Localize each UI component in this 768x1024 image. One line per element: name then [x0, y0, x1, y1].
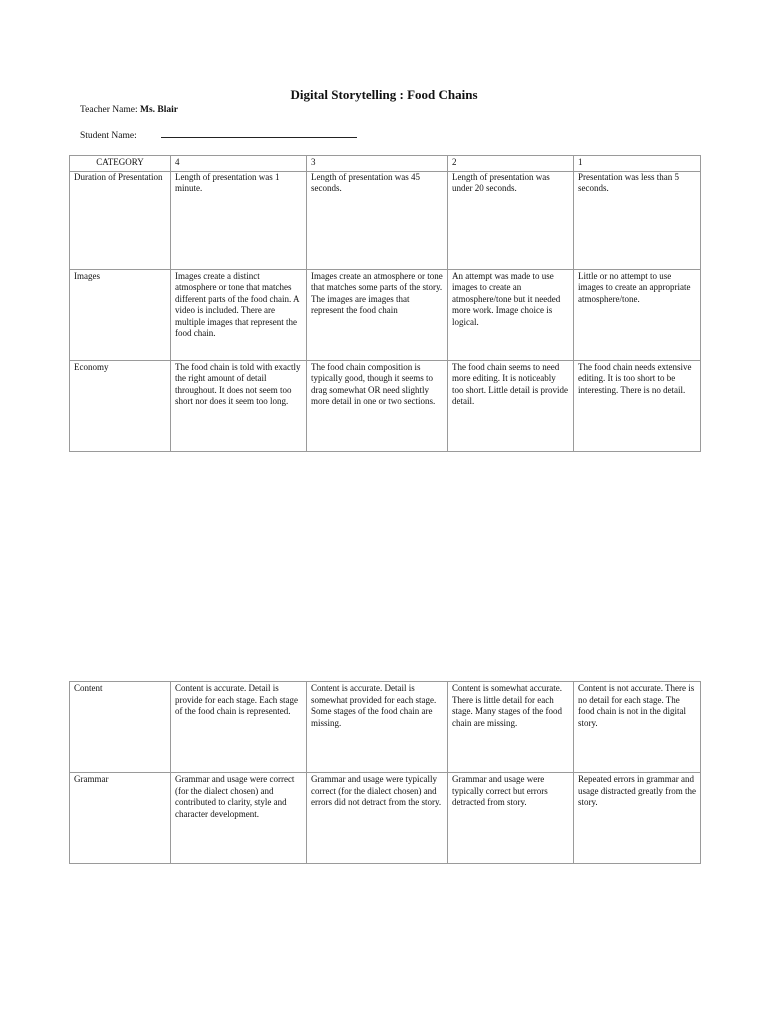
teacher-name-line: [80, 105, 178, 115]
rubric-cell: Content is accurate. Detail is somewhat provided for each stage. Some stages of the food chain are missing.: [307, 682, 448, 773]
rubric-cell: Grammar and usage were typically correct (for the dialect chosen) and errors did not detract from the story.: [307, 773, 448, 864]
header-level-2: 2: [448, 156, 574, 172]
student-name-blank: [161, 129, 357, 138]
rubric-cell: The food chain is told with exactly the right amount of detail throughout. It does not seem too short nor does it seem too long.: [171, 360, 307, 451]
rubric-cell: The food chain composition is typically good, though it seems to drag somewhat OR need slightly more detail in one or two sections.: [307, 360, 448, 451]
rubric-cell: Little or no attempt to use images to create an appropriate atmosphere/tone.: [574, 269, 701, 360]
rubric-cell: Images create an atmosphere or tone that matches some parts of the story. The images are images that represent the food chain: [307, 269, 448, 360]
header-category: CATEGORY: [70, 156, 171, 172]
rubric-cell: Content is somewhat accurate. There is little detail for each stage. Many stages of the food chain are missing.: [448, 682, 574, 773]
rubric-cell: Length of presentation was 45 seconds.: [307, 171, 448, 269]
rubric-row-images: [70, 269, 701, 360]
teacher-name-value: Ms. Blair: [140, 105, 178, 115]
header-level-3: 3: [307, 156, 448, 172]
rubric-row-economy: [70, 360, 701, 451]
rubric-cell: Images create a distinct atmosphere or tone that matches different parts of the food chain. A video is included. There are multiple images that represent the food chain.: [171, 269, 307, 360]
student-name-label: Student Name:: [80, 131, 137, 141]
page-title: Digital Storytelling : Food Chains: [290, 87, 478, 102]
rubric-row-grammar: [70, 773, 701, 864]
student-name-line: [80, 129, 357, 141]
rubric-cell: Grammar and usage were typically correct but errors detracted from story.: [448, 773, 574, 864]
rubric-cell: Presentation was less than 5 seconds.: [574, 171, 701, 269]
header-level-4: 4: [171, 156, 307, 172]
rubric-row-content: [70, 682, 701, 773]
row-category: Grammar: [70, 773, 171, 864]
rubric-row-duration: [70, 171, 701, 269]
rubric-cell: Content is not accurate. There is no detail for each stage. The food chain is not in the digital story.: [574, 682, 701, 773]
teacher-name-label: Teacher Name:: [80, 105, 138, 115]
rubric-cell: The food chain needs extensive editing. It is too short to be interesting. There is no detail.: [574, 360, 701, 451]
row-category: Duration of Presentation: [70, 171, 171, 269]
rubric-cell: Length of presentation was 1 minute.: [171, 171, 307, 269]
rubric-cell: An attempt was made to use images to create an atmosphere/tone but it needed more work. Image choice is logical.: [448, 269, 574, 360]
rubric-cell: Length of presentation was under 20 seconds.: [448, 171, 574, 269]
header-level-1: 1: [574, 156, 701, 172]
row-category: Content: [70, 682, 171, 773]
row-category: Images: [70, 269, 171, 360]
rubric-cell: Grammar and usage were correct (for the dialect chosen) and contributed to clarity, style and character development.: [171, 773, 307, 864]
rubric-cell: The food chain seems to need more editing. It is noticeably too short. Little detail is provide detail.: [448, 360, 574, 451]
rubric-table-page-part-2: [69, 681, 701, 864]
rubric-cell: Repeated errors in grammar and usage distracted greatly from the story.: [574, 773, 701, 864]
rubric-cell: Content is accurate. Detail is provide for each stage. Each stage of the food chain is represented.: [171, 682, 307, 773]
rubric-header-row: [70, 156, 701, 172]
row-category: Economy: [70, 360, 171, 451]
rubric-table-page-part-1: [69, 155, 701, 452]
